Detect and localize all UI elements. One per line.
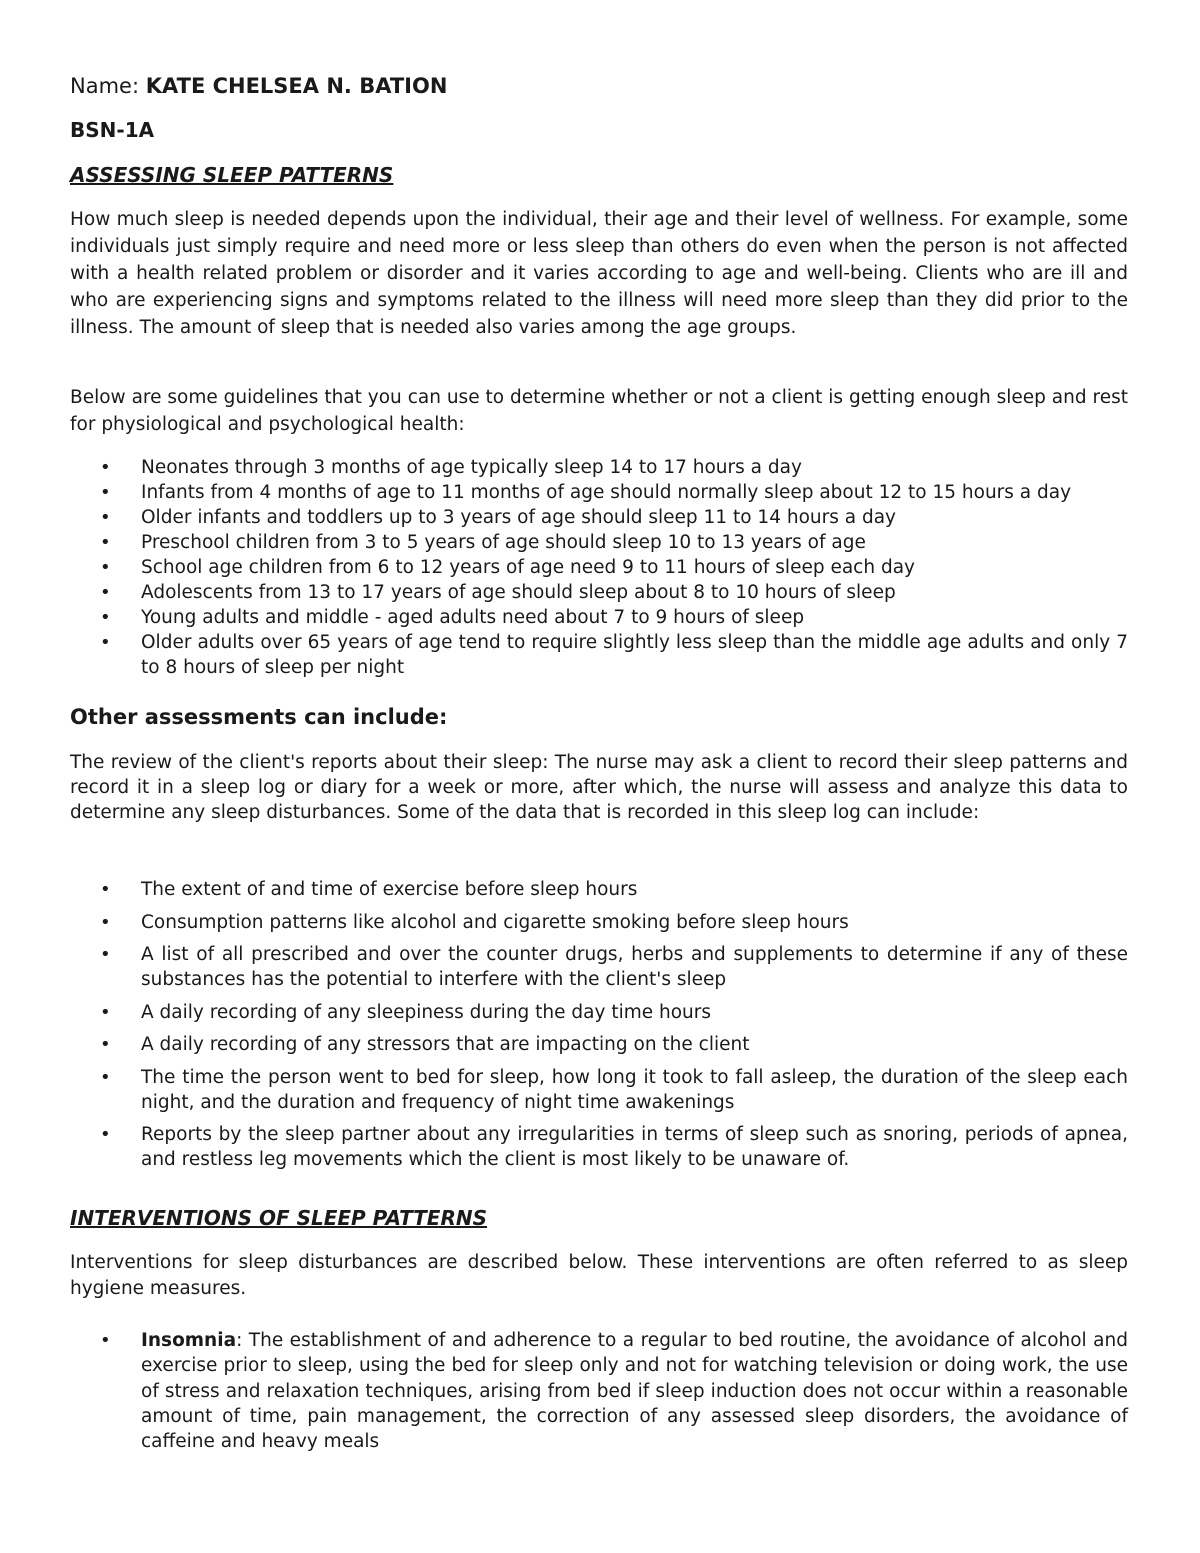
- class-section: BSN-1A: [70, 118, 155, 142]
- bullet-icon: •: [100, 944, 111, 965]
- sleep-log-list: [70, 877, 1128, 1180]
- intervention-text: : The establishment of and adherence to a regular to bed routine, the avoidance of alcohol and exercise prior to sleep, using the bed for sleep only and not for watching television or doing work, the use of stress and relaxation techniques, arising from bed if sleep induction does not occur within a reasonable amount of time, pain management, the correction of any assessed sleep disorders, the avoidance of caffeine and heavy meals: [141, 1330, 1128, 1453]
- bullet-icon: •: [100, 482, 111, 503]
- student-name: KATE CHELSEA N. BATION: [145, 74, 448, 98]
- sleep-log-paragraph: The review of the client's reports about their sleep: The nurse may ask a client to record their sleep patterns and record it in a sleep log or diary for a week or more, after which, the nurse will assess and analyze this data to determine any sleep disturbances. Some of the data that is recorded in this sleep log can include:: [70, 752, 1128, 823]
- bullet-icon: •: [100, 507, 111, 528]
- bullet-icon: •: [100, 532, 111, 553]
- interventions-list: [70, 1328, 1128, 1454]
- intervention-term: Insomnia: [141, 1330, 237, 1351]
- list-item: • School age children from 6 to 12 years of age need 9 to 11 hours of sleep each day: [100, 557, 915, 578]
- student-name-line: [70, 72, 447, 100]
- name-label: Name:: [70, 74, 146, 98]
- list-item: • Consumption patterns like alcohol and cigarette smoking before sleep hours: [100, 911, 849, 933]
- guidelines-intro-paragraph: Below are some guidelines that you can use to determine whether or not a client is getting enough sleep and rest for physiological and psychological health:: [70, 387, 1128, 435]
- bullet-icon: •: [100, 632, 111, 653]
- bullet-icon: •: [100, 557, 111, 578]
- assessing-intro-paragraph: How much sleep is needed depends upon the individual, their age and their level of wellness. For example, some individuals just simply require and need more or less sleep than others do even when the person is not affected with a health related problem or disorder and it varies according to age and well-being. Clients who are ill and who are experiencing signs and symptoms related to the illness will need more sleep than they did prior to the illness. The amount of sleep that is needed also varies among the age groups.: [70, 209, 1128, 338]
- sleep-guidelines-list: [70, 455, 1128, 680]
- bullet-icon: •: [100, 457, 111, 478]
- list-item: • Preschool children from 3 to 5 years of age should sleep 10 to 13 years of age: [100, 532, 866, 553]
- list-item: • Adolescents from 13 to 17 years of age should sleep about 8 to 10 hours of sleep: [100, 582, 896, 603]
- assessing-heading: ASSESSING SLEEP PATTERNS: [70, 163, 394, 187]
- list-item: • Infants from 4 months of age to 11 months of age should normally sleep about 12 to 15 hours a day: [100, 482, 1072, 503]
- interventions-intro-paragraph: Interventions for sleep disturbances are described below. These interventions are often referred to as sleep hygiene measures.: [70, 1252, 1128, 1299]
- bullet-icon: •: [100, 1330, 111, 1351]
- list-item: • The extent of and time of exercise before sleep hours: [100, 879, 638, 900]
- list-item: • Neonates through 3 months of age typically sleep 14 to 17 hours a day: [100, 457, 802, 478]
- list-item: • Young adults and middle - aged adults need about 7 to 9 hours of sleep: [100, 607, 805, 628]
- other-assessments-heading: Other assessments can include:: [70, 705, 448, 729]
- list-item: • The time the person went to bed for sleep, how long it took to fall asleep, the duration of the sleep each night, and the duration and frequency of night time awakenings: [100, 1066, 1128, 1113]
- bullet-icon: •: [100, 1066, 111, 1088]
- bullet-icon: •: [100, 879, 111, 900]
- bullet-icon: •: [100, 607, 111, 628]
- list-item: • A daily recording of any sleepiness during the day time hours: [100, 1001, 712, 1023]
- list-item: • Older infants and toddlers up to 3 years of age should sleep 11 to 14 hours a day: [100, 507, 896, 528]
- list-item: • A list of all prescribed and over the counter drugs, herbs and supplements to determine if any of these substances has the potential to interfere with the client's sleep: [100, 944, 1128, 990]
- list-item: • Older adults over 65 years of age tend to require slightly less sleep than the middle age adults and only 7 to 8 hours of sleep per night: [100, 632, 1128, 678]
- bullet-icon: •: [100, 1001, 111, 1023]
- list-item: • A daily recording of any stressors that are impacting on the client: [100, 1034, 750, 1055]
- bullet-icon: •: [100, 1034, 111, 1055]
- bullet-icon: •: [100, 582, 111, 603]
- bullet-icon: •: [100, 1124, 111, 1145]
- list-item: [70, 1328, 1128, 1454]
- list-item: • Reports by the sleep partner about any irregularities in terms of sleep such as snoring, periods of apnea, and restless leg movements which the client is most likely to be unaware of.: [100, 1124, 1128, 1170]
- interventions-heading: INTERVENTIONS OF SLEEP PATTERNS: [70, 1206, 488, 1230]
- bullet-icon: •: [100, 911, 111, 933]
